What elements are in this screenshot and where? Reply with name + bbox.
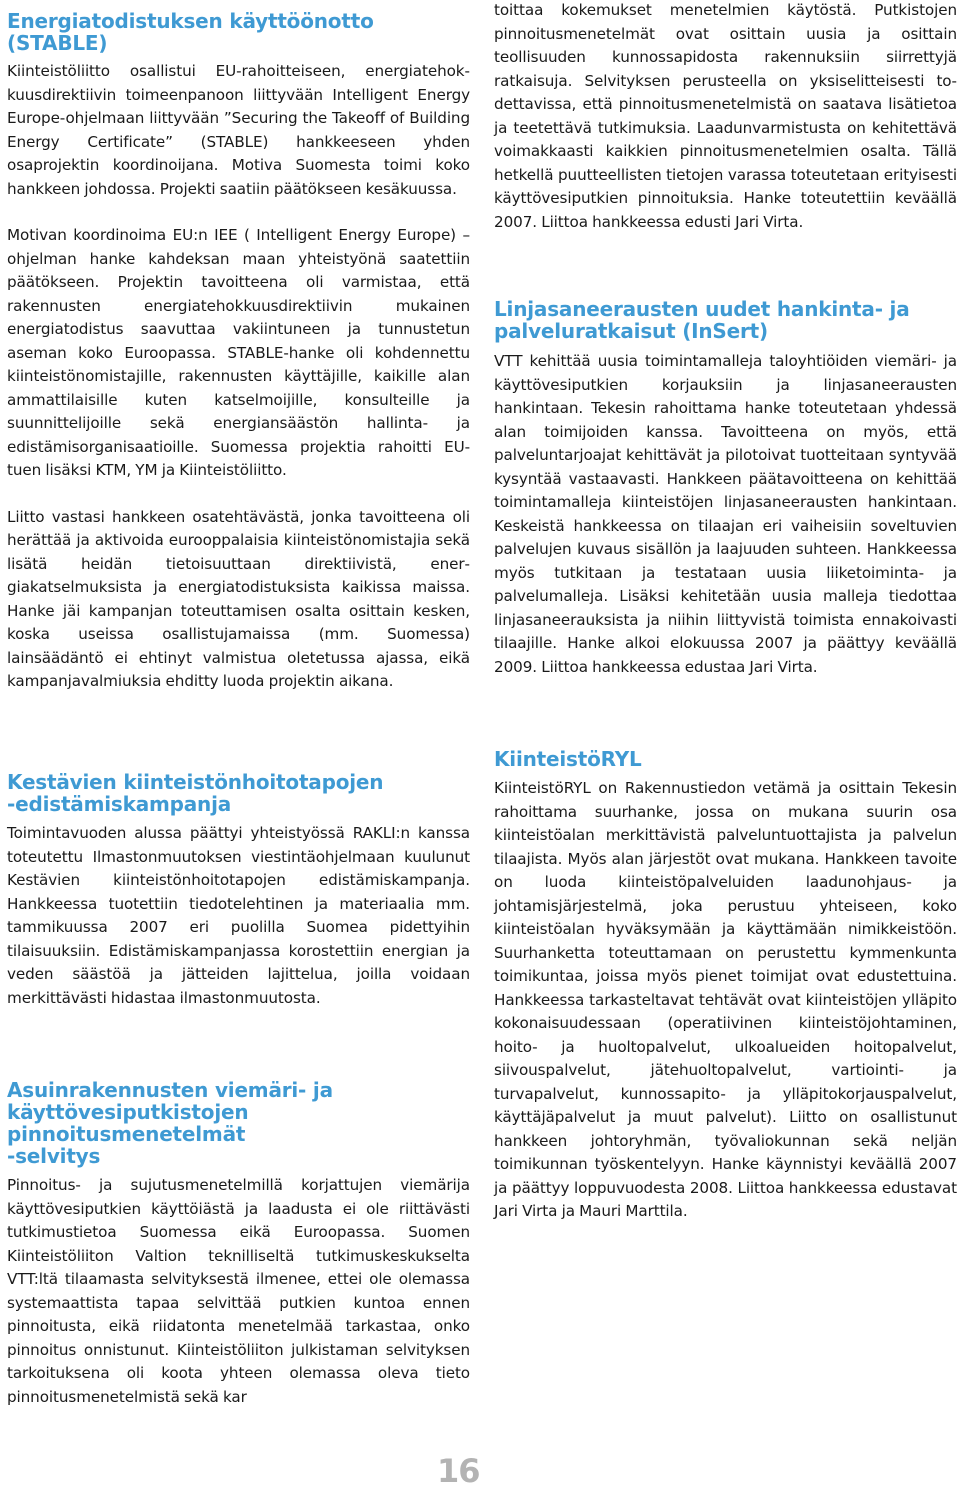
heading-line: käyttövesiputkistojen pinnoitusmenetelmät xyxy=(7,1100,249,1146)
page-number: 16 xyxy=(437,1452,480,1490)
section-insert xyxy=(494,298,957,679)
paragraph: Motivan koordinoima EU:n IEE ( Intelligent Energy Europe) –ohjelman hanke kahdeksan maan yhteistyönä saatettiin päätökseen. Projektin tavoitteena oli varmistaa, että rakennusten energiatehokkuusdirektiivin mukainen energiatodistus saavuttaa vakiintuneen ja tunnustetun aseman koko Euroopassa. STABLE-hanke oli kohdennettu kiinteistönomistajille, rakennusten käyttäjille, kaikille alan ammattilaisille kuten katselmoijille, konsulteille ja suunnittelijoille sekä energiansäästön hallinta- ja edistämisorganisaatioille. Suomessa projektia rahoitti EU-tuen lisäksi KTM, YM ja Kiinteistöliitto. xyxy=(7,226,470,479)
section-asuinrakennusten xyxy=(7,1079,470,1409)
paragraph: Liitto vastasi hankkeen osatehtävästä, jonka tavoitteena oli herättää ja aktivoida eurooppalaisia kiinteistönomistajia sekä lisätä heidän tietoisuuttaan direktiivistä, energiakatselmuksista ja energiatodistuksista kaikissa maissa. Hanke jäi kampanjan toteuttamisen osalta osittain kesken, koska useissa osallistujamaissa (mm. Suomessa) lainsäädäntö ei ehtinyt valmistua oletetussa ajassa, eikä kampanjavalmiuksia ehditty luoda projektin aikana. xyxy=(7,507,470,690)
paragraph: Pinnoitus- ja sujutusmenetelmillä korjattujen viemärija käyttövesiputkien käyttöiästä ja laadusta ei ole riittävästi tutkimustietoa Suomessa eikä Euroopassa. Suomen Kiinteistöliiton Valtion teknilliseltä tutkimuskeskukselta VTT:ltä tilaamasta selvityksestä ilmenee, ettei ole olemassa systemaattista tapaa selvittää putkien kuntoa ennen pinnoitusta, eikä riidatonta menetelmää tarkastaa, onko pinnoitus onnistunut. Kiinteistöliiton julkistaman selvityksen tarkoituksena oli koota yhteen olemassa oleva tieto pinnoitusmenetelmistä sekä kar xyxy=(7,1176,470,1406)
paragraph: KiinteistöRYL on Rakennustiedon vetämä ja osittain Tekesin rahoittama suurhanke, jossa on mukana suurin osa kiinteistöalan merkittävistä palveluntuottajista ja palvelun tilaajista. Myös alan järjestöt ovat mukana. Hankkeen tavoite on luoda kiinteistöpalveluiden laadunohjaus- ja johtamisjärjestelmä, joka perustuu yhteiseen, koko kiinteistöalan hyväksymään ja käyttämään nimikkeistöön. Suurhanketta toteuttamaan on perustettu kymmenkunta toimikuntaa, joissa myös pienet toimijat ovat edustettuina. Hankkeessa tarkasteltavat tehtävät ovat kiinteistöjen ylläpito kokonaisuudessaan (operatiivinen kiinteistöjohtaminen, hoito- ja huoltopalvelut, ulkoalueiden hoitopalvelut, siivouspalvelut, jätehuoltopalvelut, vartiointi- ja turvapalvelut, kunnossapito- ja ylläpitokorjauspalvelut, käyttäjäpalvelut ja muut palvelut). Liitto on osallistunut hankkeen johtoryhmän, työvaliokunnan sekä neljän toimikunnan työskentelyyn. Hanke käynnistyi keväällä 2007 ja päättyy loppuvuodesta 2008. Liittoa hankkeessa edustavat Jari Virta ja Mauri Marttila. xyxy=(494,779,957,1220)
section-kestavien xyxy=(7,771,470,1010)
heading-line: Asuinrakennusten viemäri- ja xyxy=(7,1078,333,1102)
paragraph: VTT kehittää uusia toimintamalleja taloyhtiöiden viemäri- ja käyttövesiputkien korjauksiin ja linjasaneerausten hankintaan. Tekesin rahoittama hanke toteutetaan yhdessä alan toimijoiden kanssa. Tavoitteena on myös, että palveluntarjoajat kehittävät ja pilotoivat tuotteitaan syntyvää kysyntää vastaavasti. Hankkeen päätavoitteena on kehittää toimintamalleja kiinteistöjen linjasaneerausten hankintaan. Keskeistä hankkeessa on tilaajan eri vaiheisiin soveltuvien palvelujen kuvaus sisällön ja laajuuden suhteen. Hankkeessa myös tutkitaan ja testataan uusia liiketoiminta- ja palvelumalleja. Lisäksi kehitetään uusia malleja tiedottaa linjasaneerauksista ja niihin liittyvistä toimista ennakoivasti tilaajille. Hanke alkoi elokuussa 2007 ja päättyy keväällä 2009. Liittoa hankkeessa edustaa Jari Virta. xyxy=(494,352,957,676)
heading-line: Kestävien kiinteistönhoitotapojen xyxy=(7,770,384,794)
section-heading xyxy=(7,771,470,815)
heading-line: Linjasaneerausten uudet hankinta- ja xyxy=(494,297,910,321)
section-kiinteistoryl xyxy=(494,748,957,1224)
heading-line: palveluratkaisut (InSert) xyxy=(494,319,768,343)
heading-line: -selvitys xyxy=(7,1144,101,1168)
paragraph: Toimintavuoden alussa päättyi yhteistyössä RAKLI:n kanssa toteutettu Ilmastonmuutoksen viestintäohjelmaan kuulunut Kestävien kiinteistönhoitotapojen edistämiskampanja. Hankkeessa tuotettiin tiedotelehtinen ja materiaalia mm. tammikuussa 2007 eri puolilla Suomea pidettyihin tilaisuuksiin. Edistämiskampanjassa korostettiin energian ja veden säästöä ja jätteiden lajittelua, joilla voidaan merkittävästi hidastaa ilmastonmuutosta. xyxy=(7,824,470,1007)
paragraph: toittaa kokemukset menetelmien käytöstä. Putkistojen pinnoitusmenetelmät ovat osittain uusia ja osittain teollisuuden kunnossapidosta rakennuksiin siirrettyjä ratkaisuja. Selvityksen perusteella on yksiselitteisesti todettavissa, että pinnoitusmenetelmistä on saatava lisätietoa ja teetettävä tutkimuksia. Laadunvarmistusta on kehitettävä voimakkaasti kaikkien pinnoitusmenetelmien osalta. Tällä hetkellä puutteellisten tietojen varassa toteutetaan erityisesti käyttövesiputkien pinnoituksia. Hanke toteutettiin keväällä 2007. Liittoa hankkeessa edusti Jari Virta. xyxy=(494,1,957,231)
section-heading xyxy=(7,1079,470,1167)
section-stable xyxy=(7,10,470,694)
section-heading: Energiatodistuksen käyttöönotto (STABLE) xyxy=(7,9,374,55)
heading-line: -edistämiskampanja xyxy=(7,792,232,816)
section-heading: KiinteistöRYL xyxy=(494,747,642,771)
section-asuinrakennusten-continued xyxy=(494,0,957,234)
section-heading xyxy=(494,298,957,342)
paragraph: Kiinteistöliitto osallistui EU-rahoitteiseen, energiatehokkuusdirektiivin toimeenpanoon liittyvään Intelligent Energy Europe-ohjelmaan liittyvään ”Securing the Takeoff of Building Energy Certificate” (STABLE) hankkeeseen yhden osaprojektin koordinoijana. Motiva Suomesta toimi koko hankkeen johdossa. Projekti saatiin päätökseen kesäkuussa. xyxy=(7,62,470,198)
